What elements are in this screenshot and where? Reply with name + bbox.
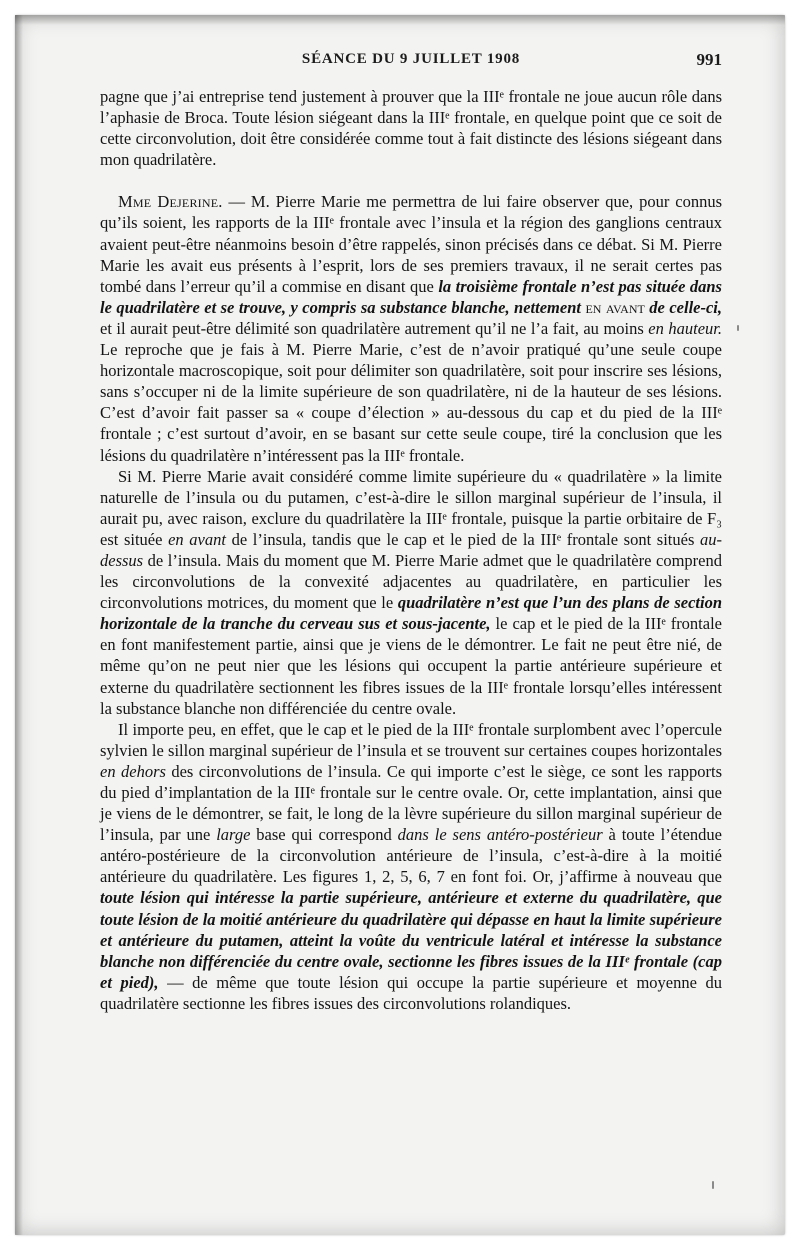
paragraph [100,86,722,170]
ink-speck [737,325,739,331]
text-run: Le reproche que je fais à M. Pierre Marie, c’est de n’avoir pratiqué qu’une seule coupe horizontale macroscopique, soit pour délimiter son quadrilatère, soit pour inscrire ses lésions, sans s’occuper ni de la limite supérieure de son quadrilatère, ni de la hauteur de ses lésions. C’est d’avoir fait passer sa « coupe d’élection » au-dessous du cap et du pied de la IIIᵉ frontale ; c’est surtout d’avoir, en se basant sur cette seule coupe, tiré la conclusion que les lésions du quadrilatère n’intéressent pas la IIIᵉ frontale. [100,340,722,465]
text-run: à toute l’étendue antéro-postérieure de la circonvolution antérieure de l’insula, c’est-à-dire à la moitié antérieure du quadrilatère. Les figures 1, 2, 5, 6, 7 en font foi. Or, j’affirme à nouveau que [100,825,722,887]
emphasis-text: quadrilatère n’est que l’un des plans de section horizontale de la tranche du cerveau sus et sous-jacente, [100,593,722,634]
italic-text: en avant [168,529,226,549]
text-run: base qui correspond [250,825,398,845]
italic-text: en hauteur. [648,318,723,338]
paragraph [100,191,722,465]
running-head [100,51,722,73]
paragraph [100,719,722,1014]
emphasis-text: la troisième frontale n’est pas située dans le quadrilatère et se trouve, y compris sa substance blanche, nettement [100,276,722,317]
body-text [100,86,722,1014]
ink-speck [712,1181,714,1189]
small-caps-text: en avant [585,297,645,317]
text-run: le cap et le pied de la IIIᵉ frontale en font manifestement partie, ainsi que je viens de le démontrer. Le fait ne peut être nié, de même qu’on ne peut nier que les lésions qui occupent la partie antérieure supérieure et externe du quadrilatère sectionnent les fibres issues de la IIIᵉ frontale lorsqu’elles intéressent la substance blanche non différenciée du centre ovale. [100,614,722,718]
text-run: — de même que toute lésion qui occupe la partie supérieure et moyenne du quadrilatère sectionne les fibres issues des circonvolutions rolandiques. [100,972,723,1013]
sheet-shadow-top [15,15,785,25]
italic-text: large [216,825,251,845]
text-run: Si M. Pierre Marie avait considéré comme limite supérieure du « quadrilatère » la limite naturelle de l’insula ou du putamen, c’est-à-dire le sillon marginal supérieur de l’insula, il aurait pu, avec raison, exclure du quadrilatère la IIIᵉ frontale, puisque la partie orbitaire de F₃ est située [100,466,722,549]
text-run: — M. Pierre Marie me permettra de lui faire observer que, pour connus qu’ils soient, les rapports de la IIIᵉ frontale avec l’insula et la région des ganglions centraux avaient peut-être néanmoins besoin d’être rappelés, sinon précisés dans ce débat. Si M. Pierre Marie les avait eus présents à l’esprit, lors de ses premiers travaux, il ne serait certes pas tombé dans l’erreur qu’il a commise en disant que [100,192,722,296]
text-run: de l’insula. Mais du moment que M. Pierre Marie admet que le quadrilatère comprend les circonvolutions de la convexité adjacentes au quadrilatère, en particulier les circonvolutions motrices, du moment que le [100,550,722,613]
italic-text: dans le sens antéro-postérieur [397,825,603,845]
italic-text: en dehors [100,761,166,781]
page-number: 991 [696,50,722,69]
speaker-name: Mme Dejerine. [118,192,223,212]
text-run: de l’insula, tandis que le cap et le pied de la IIIᵉ frontale sont situés [225,529,700,549]
text-run: des circonvolutions de l’insula. Ce qui importe c’est le siège, ce sont les rapports du pied d’implantation de la IIIᵉ frontale sur le centre ovale. Or, cette implantation, ainsi que je viens de le démontrer, se fait, le long de la lèvre supérieure du sillon marginal supérieur de l’insula, par une [100,761,722,845]
text-run: et il aurait peut-être délimité son quadrilatère autrement qu’il ne l’a fait, au moins [100,318,649,338]
sheet-shadow-left [15,15,23,1235]
text-run: pagne que j’ai entreprise tend justement à prouver que la IIIᵉ frontale ne joue aucun rôle dans l’aphasie de Broca. Toute lésion siégeant dans la IIIᵉ frontale, en quelque point que ce soit de cette circonvolution, doit être considérée comme tout à fait distincte des lésions siégeant dans mon quadrilatère. [100,87,722,170]
italic-text: au-dessus [100,529,722,570]
paragraph [100,466,722,719]
emphasis-text: de celle-ci, [644,297,723,317]
emphasis-text: toute lésion qui intéresse la partie supérieure, antérieure et externe du quadrilatère, que toute lésion de la moitié antérieure du quadrilatère qui dépasse en haut la limite supérieure et antérieure du putamen, atteint la voûte du ventricule latéral et intéresse la substance blanche non différenciée du centre ovale, sectionne les fibres issues de la IIIᵉ frontale (cap et pied), [100,888,722,992]
running-title: SÉANCE DU 9 JUILLET 1908 [301,51,521,67]
text-run: Il importe peu, en effet, que le cap et le pied de la IIIᵉ frontale surplombent avec l’opercule sylvien le sillon marginal supérieur de l’insula et se trouvent sur certaines coupes horizontales [100,719,722,760]
